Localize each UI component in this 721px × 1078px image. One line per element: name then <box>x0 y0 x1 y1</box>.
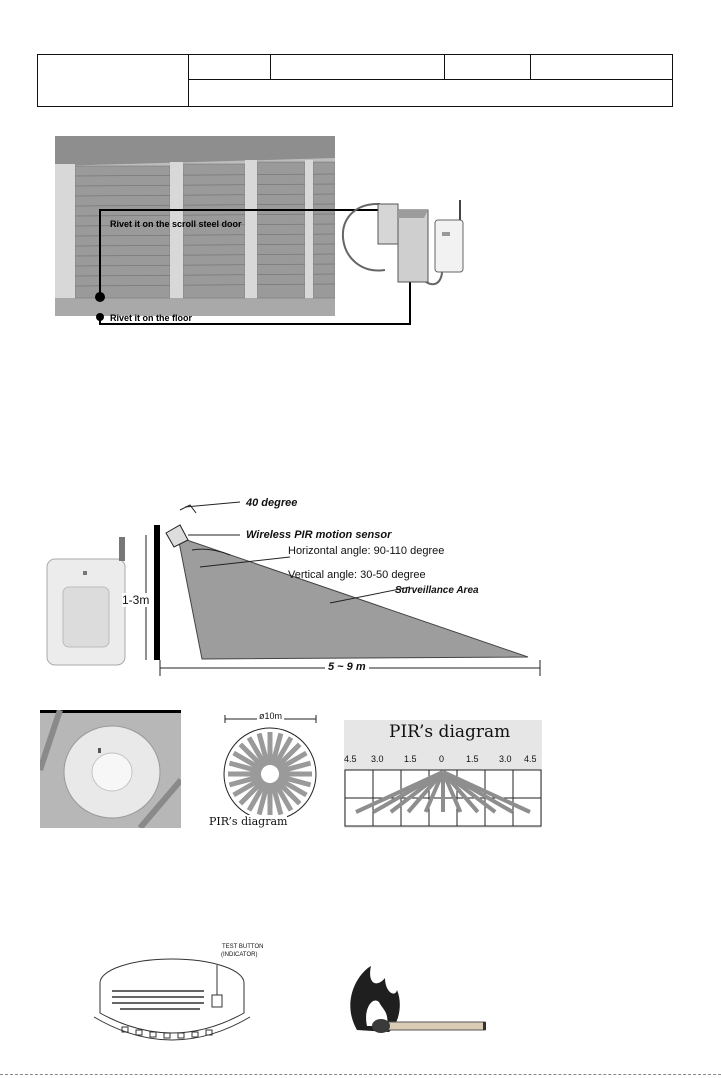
indicator-label: (INDICATOR) <box>221 952 258 958</box>
height-label: 1-3m <box>122 593 150 607</box>
grid-tick: 4.5 <box>524 754 537 764</box>
floor-label: Rivet it on the floor <box>110 313 192 323</box>
table-row-divider <box>188 79 672 80</box>
burning-match-drawing <box>345 962 490 1037</box>
door-label: Rivet it on the scroll steel door <box>110 219 242 229</box>
test-button-label: TEST BUTTON <box>222 944 264 950</box>
sensor-name-label: Wireless PIR motion sensor <box>246 529 392 541</box>
circle-diagram-caption: PIR’s diagram <box>209 815 288 828</box>
grid-tick: 3.0 <box>371 754 384 764</box>
circle-detection-pattern <box>215 712 325 828</box>
table-divider <box>270 55 271 79</box>
grid-diagram-title: PIR’s diagram <box>389 722 511 742</box>
grid-tick-row <box>344 754 542 766</box>
grid-tick: 3.0 <box>499 754 512 764</box>
header-table <box>37 54 673 107</box>
ceiling-pir-photo <box>40 710 181 828</box>
horizontal-angle-label: Horizontal angle: 90-110 degree <box>288 545 445 557</box>
pir-coverage-diagram <box>140 495 550 685</box>
table-divider <box>188 55 189 106</box>
table-divider <box>444 55 445 79</box>
grid-tick: 1.5 <box>404 754 417 764</box>
grid-tick: 4.5 <box>344 754 357 764</box>
diameter-label: ø10m <box>259 711 283 721</box>
grid-tick: 0 <box>439 754 445 764</box>
pir-grid-diagram <box>344 720 542 828</box>
door-contact-sensor <box>340 192 470 302</box>
table-divider <box>530 55 531 79</box>
grid-fan <box>344 768 542 828</box>
page-bottom-rule <box>0 1074 721 1075</box>
surveillance-area-label: Surveillance Area <box>395 585 479 596</box>
distance-label: 5 ~ 9 m <box>325 661 369 673</box>
vertical-angle-label: Vertical angle: 30-50 degree <box>288 569 426 581</box>
angle-40-label: 40 degree <box>246 497 298 509</box>
grid-tick: 1.5 <box>466 754 479 764</box>
